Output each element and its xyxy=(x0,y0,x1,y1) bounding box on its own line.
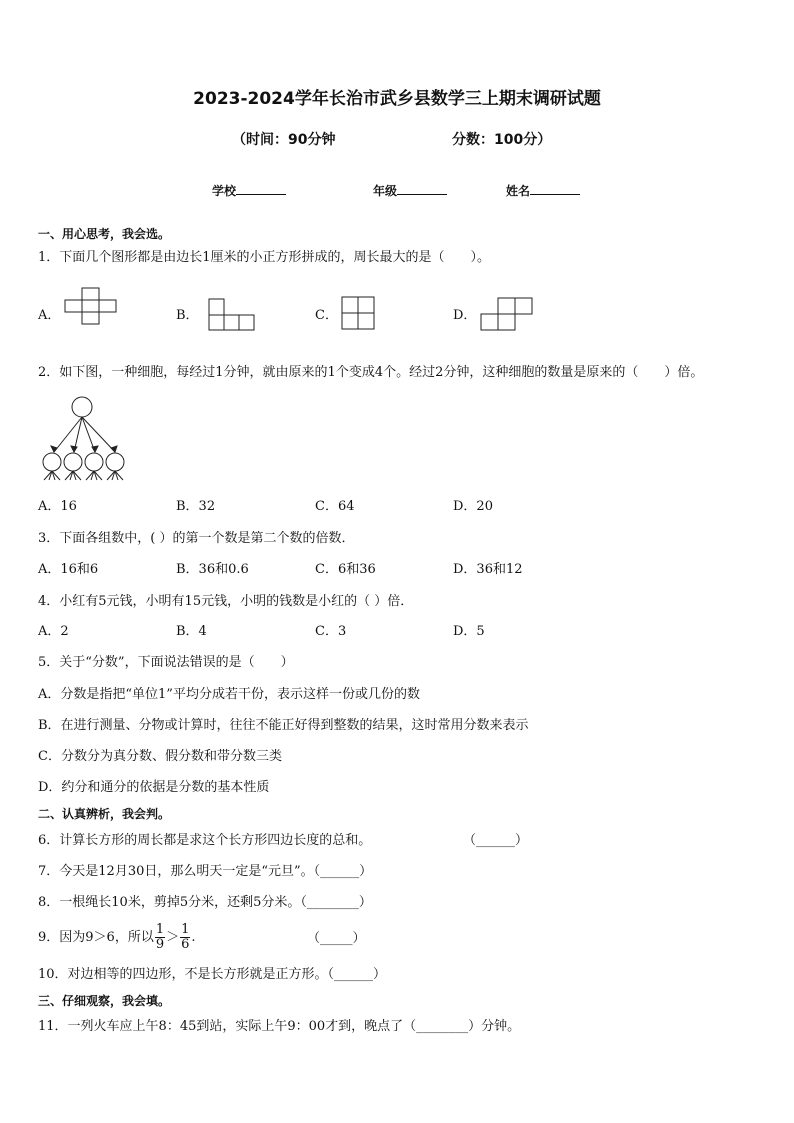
q9-suffix: . xyxy=(191,930,196,945)
q3-option-c[interactable]: C．6和36 xyxy=(315,562,376,577)
q9-fraction-1 xyxy=(155,923,165,952)
grade-label: 年级 xyxy=(373,184,398,198)
q1-figure-c xyxy=(341,296,377,332)
school-label: 学校 xyxy=(212,184,237,198)
q1-figure-a xyxy=(64,287,118,327)
name-blank[interactable] xyxy=(530,182,580,195)
question-7: 7．今天是12月30日，那么明天一定是“元旦”。（______） xyxy=(38,864,373,879)
grade-blank[interactable] xyxy=(397,182,447,195)
q9-answer-blank[interactable]: （_____） xyxy=(307,931,366,946)
question-1: 1．下面几个图形都是由边长1厘米的小正方形拼成的，周长最大的是（ ）。 xyxy=(38,250,491,265)
question-5: 5．关于“分数”，下面说法错误的是（ ） xyxy=(38,655,294,670)
q9-frac1-numerator: 1 xyxy=(155,922,165,937)
q5-option-d[interactable]: D．约分和通分的依据是分数的基本性质 xyxy=(38,780,270,795)
q3-option-d[interactable]: D．36和12 xyxy=(453,562,523,577)
name-label: 姓名 xyxy=(506,184,531,198)
question-8: 8．一根绳长10米，剪掉5分米，还剩5分米。（________） xyxy=(38,895,372,910)
q4-option-c[interactable]: C．3 xyxy=(315,624,347,639)
page-title: 2023-2024学年长治市武乡县数学三上期末调研试题 xyxy=(193,89,601,109)
q9-frac2-denominator: 6 xyxy=(181,937,190,952)
time-label: （时间：90分钟 xyxy=(232,132,336,148)
q6-answer-blank[interactable]: （______） xyxy=(463,833,529,848)
q9-gt: ＞ xyxy=(166,930,180,945)
cell-division-diagram xyxy=(40,396,130,482)
q4-option-a[interactable]: A．2 xyxy=(38,624,69,639)
q1-option-b-label[interactable]: B． xyxy=(176,308,199,323)
q1-option-d-label[interactable]: D． xyxy=(453,308,477,323)
q5-option-c[interactable]: C．分数分为真分数、假分数和带分数三类 xyxy=(38,749,282,764)
q2-option-c[interactable]: C．64 xyxy=(315,499,355,514)
q9-fraction-2 xyxy=(180,923,190,952)
q5-option-b[interactable]: B．在进行测量、分物或计算时，往往不能正好得到整数的结果，这时常用分数来表示 xyxy=(38,718,529,733)
q5-option-a[interactable]: A．分数是指把“单位1”平均分成若干份，表示这样一份或几份的数 xyxy=(38,687,420,702)
question-11: 11．一列火车应上午8：45到站，实际上午9：00才到，晚点了（________）分钟。 xyxy=(38,1019,521,1034)
question-10: 10．对边相等的四边形，不是长方形就是正方形。（______） xyxy=(38,967,387,982)
q2-option-d[interactable]: D．20 xyxy=(453,499,493,514)
question-2: 2．如下图，一种细胞，每经过1分钟，就由原来的1个变成4个。经过2分钟，这种细胞的数量是原来的（ ）倍。 xyxy=(38,365,704,380)
question-4: 4．小红有5元钱，小明有15元钱，小明的钱数是小红的（ ）倍． xyxy=(38,594,414,609)
section-1-heading: 一、用心思考，我会选。 xyxy=(38,227,171,241)
q9-prefix: 9．因为9＞6，所以 xyxy=(38,930,154,945)
question-9 xyxy=(38,922,196,954)
section-2-heading: 二、认真辨析，我会判。 xyxy=(38,807,171,821)
q9-frac1-denominator: 9 xyxy=(155,937,165,952)
q1-option-a-label[interactable]: A． xyxy=(38,308,61,323)
q4-option-d[interactable]: D．5 xyxy=(453,624,485,639)
question-6: 6．计算长方形的周长都是求这个长方形四边长度的总和。 xyxy=(38,833,372,848)
q1-option-c-label[interactable]: C． xyxy=(315,308,338,323)
school-blank[interactable] xyxy=(236,182,286,195)
q2-option-b[interactable]: B．32 xyxy=(176,499,216,514)
grade-field xyxy=(373,182,447,199)
q3-option-a[interactable]: A．16和6 xyxy=(38,562,99,577)
q2-option-a[interactable]: A．16 xyxy=(38,499,77,514)
name-field xyxy=(506,182,580,199)
school-field xyxy=(212,182,286,199)
question-3: 3．下面各组数中，( ）的第一个数是第二个数的倍数． xyxy=(38,531,355,546)
q9-frac2-numerator: 1 xyxy=(181,922,190,937)
q3-option-b[interactable]: B．36和0.6 xyxy=(176,562,249,577)
q1-figure-b xyxy=(208,298,258,332)
score-label: 分数：100分） xyxy=(452,132,552,148)
q1-figure-d xyxy=(480,297,534,333)
q4-option-b[interactable]: B．4 xyxy=(176,624,207,639)
section-3-heading: 三、仔细观察，我会填。 xyxy=(38,994,171,1008)
